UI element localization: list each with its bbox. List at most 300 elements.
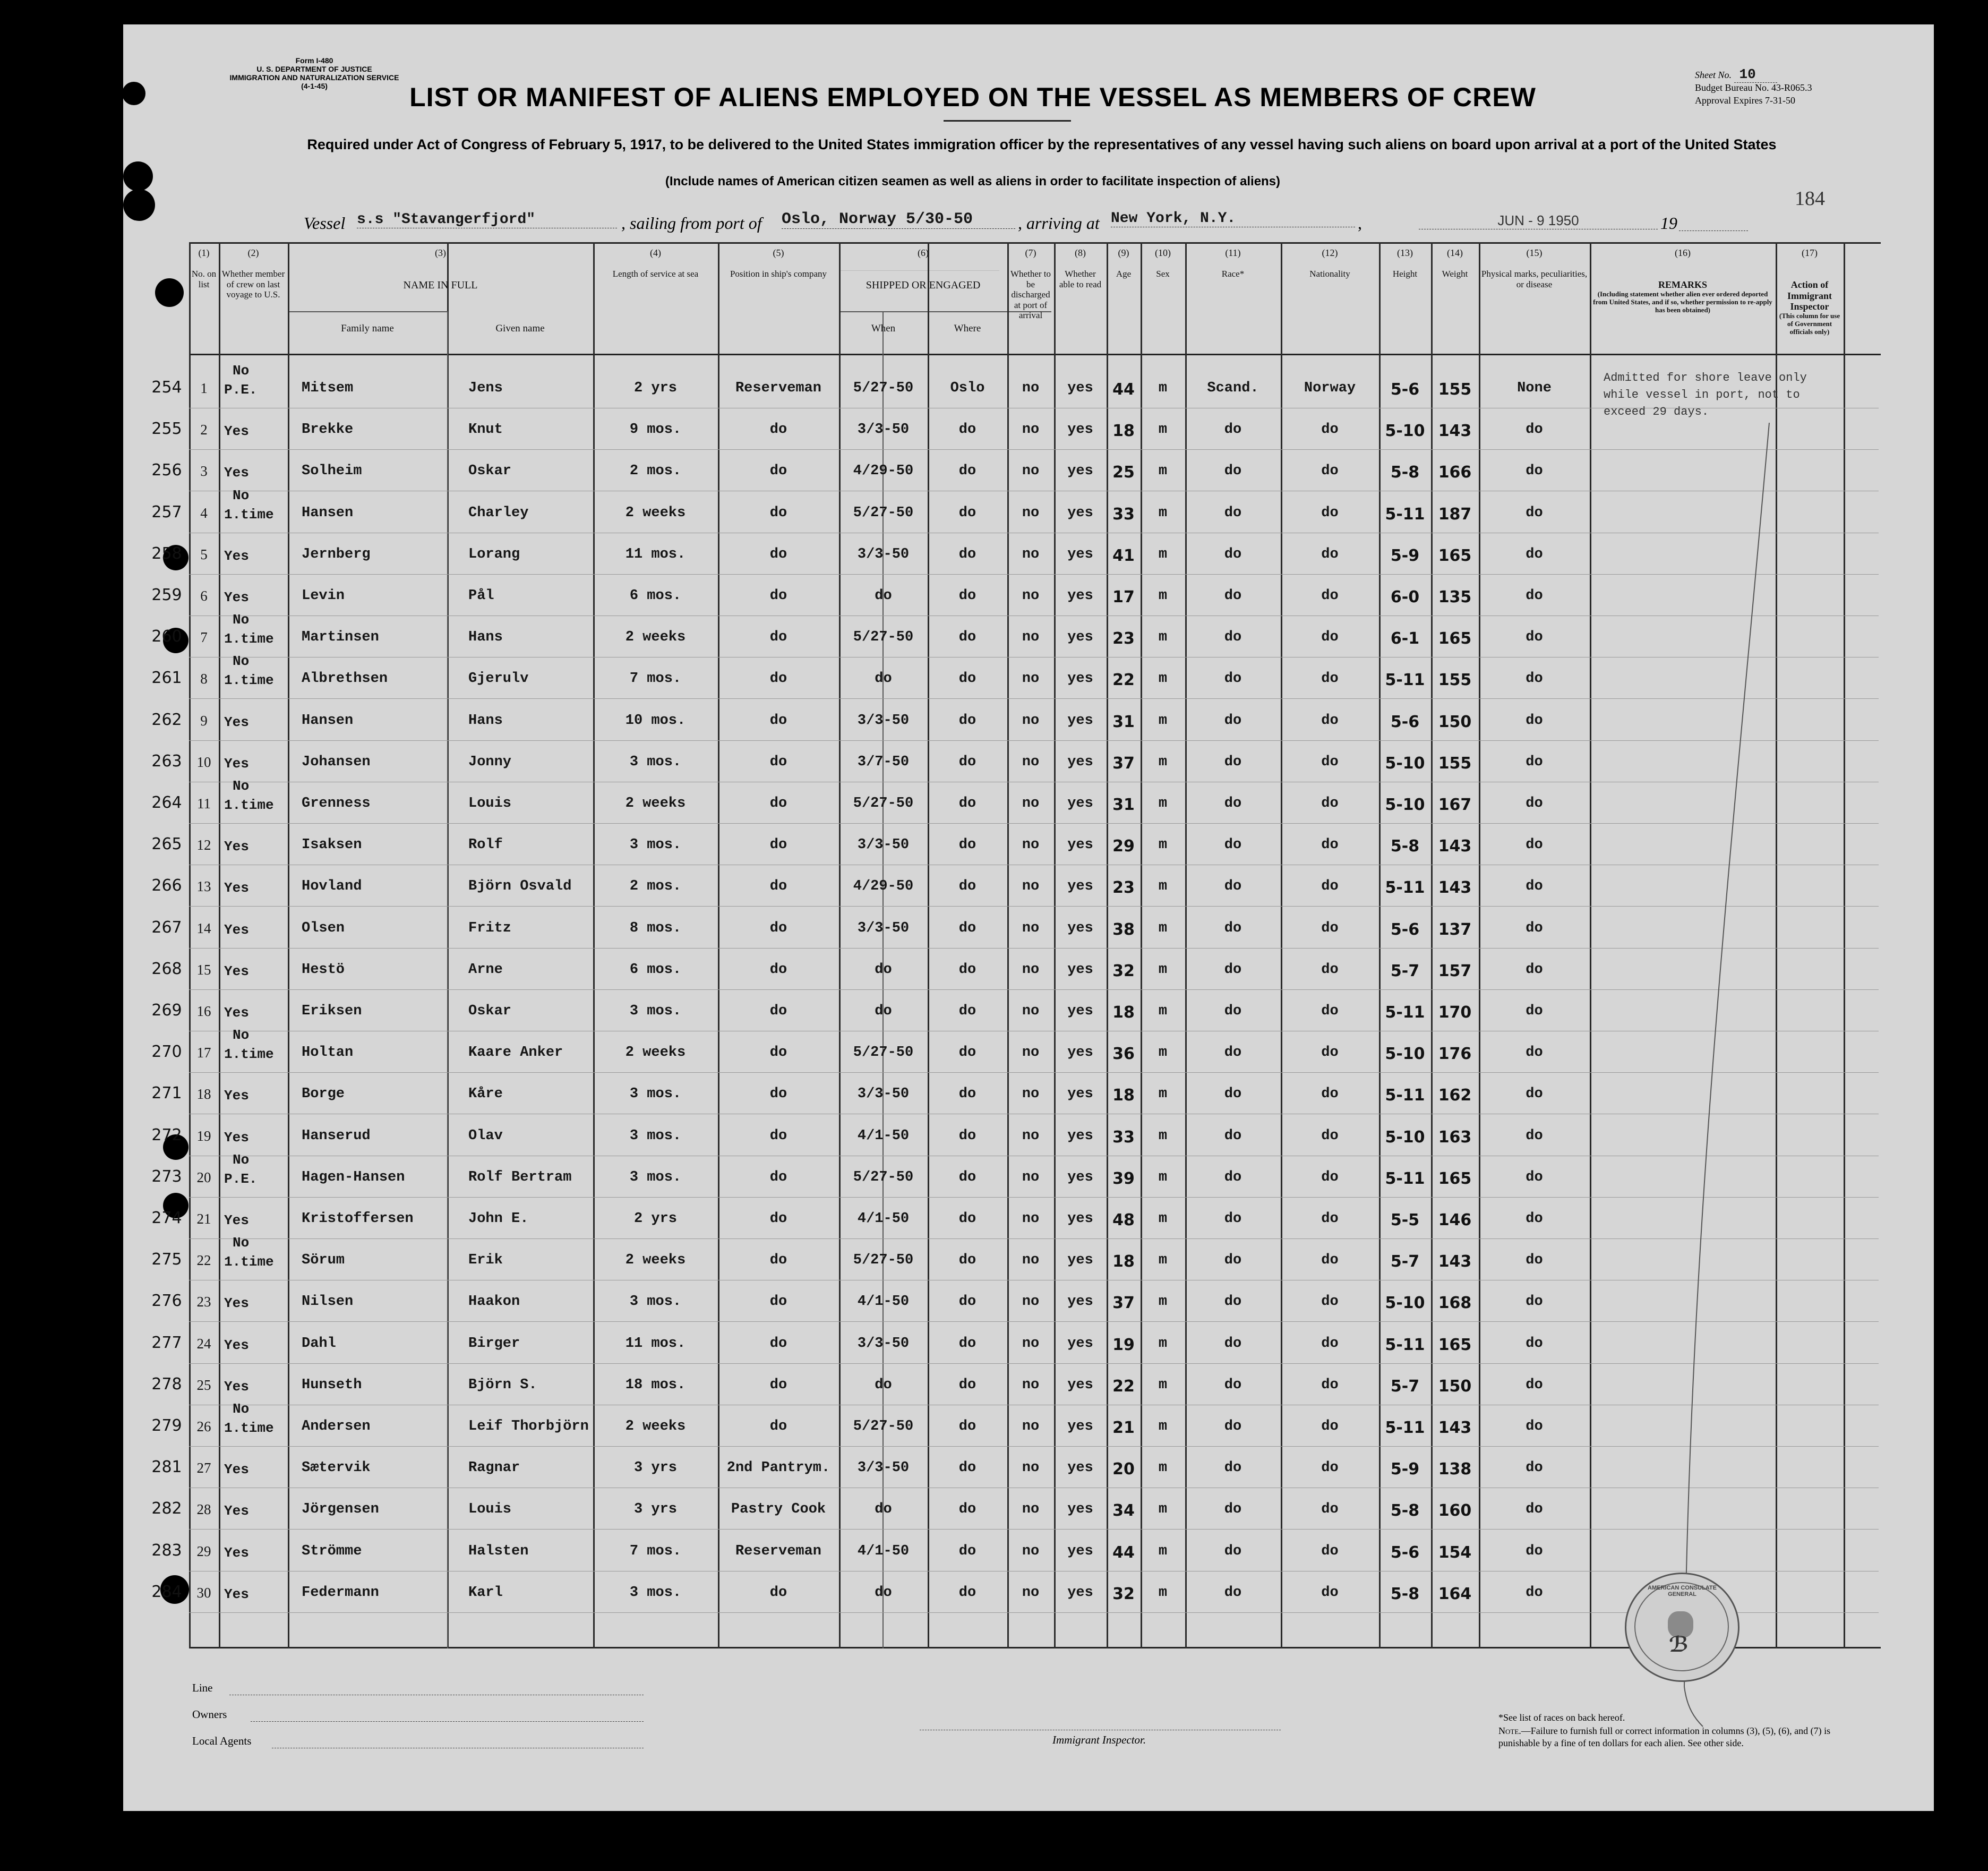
position-cell: do xyxy=(769,754,787,770)
race-cell: do xyxy=(1224,1169,1242,1185)
sex-cell: m xyxy=(1158,1377,1168,1393)
marks-cell: do xyxy=(1526,1584,1543,1601)
service-cell: 18 mos. xyxy=(625,1377,686,1393)
age-cell: 22 xyxy=(1112,671,1135,690)
height-cell: 5-9 xyxy=(1390,546,1420,565)
previous-voyage-text: 1.time xyxy=(224,1420,274,1436)
weight-cell: 165 xyxy=(1438,1335,1472,1354)
discharged-cell: no xyxy=(1022,1501,1040,1518)
column-number: (11) xyxy=(1225,247,1241,258)
remarks-line: while vessel in port, not to xyxy=(1604,388,1800,401)
service-cell: 2 yrs xyxy=(633,380,677,396)
arrival-date-stamp: JUN - 9 1950 xyxy=(1419,212,1658,229)
remarks-bracket-line xyxy=(1610,423,1780,1750)
margin-sheet-number: 284 xyxy=(151,1582,182,1601)
marks-cell: do xyxy=(1526,878,1543,895)
family-cell: Hunseth xyxy=(302,1377,362,1393)
weight-cell: 143 xyxy=(1438,837,1472,856)
height-cell: 5-7 xyxy=(1390,961,1420,980)
previous-voyage-text: 1.time xyxy=(224,797,274,813)
position-cell: do xyxy=(769,1252,787,1269)
column-header: Height xyxy=(1392,269,1418,279)
where-cell: do xyxy=(958,1460,976,1476)
position-cell: do xyxy=(769,1086,787,1103)
age-cell: 48 xyxy=(1112,1211,1135,1229)
when-cell: do xyxy=(875,1501,892,1518)
marks-cell: do xyxy=(1526,1501,1543,1518)
previous-voyage-text: Yes xyxy=(224,880,249,896)
age-cell: 37 xyxy=(1112,754,1135,773)
margin-sheet-number: 274 xyxy=(151,1209,182,1227)
weight-cell: 146 xyxy=(1438,1211,1472,1229)
when-cell: 5/27-50 xyxy=(853,796,914,811)
title-rule xyxy=(944,120,1071,122)
when-cell: 4/1-50 xyxy=(857,1127,910,1144)
when-cell: do xyxy=(875,588,892,604)
where-cell: do xyxy=(958,588,976,604)
column-header: Position in ship's company xyxy=(730,269,827,279)
column-header: SHIPPED OR ENGAGED xyxy=(866,279,981,291)
marks-cell: do xyxy=(1526,1127,1543,1144)
no-cell: 5 xyxy=(200,546,208,562)
family-cell: Martinsen xyxy=(302,629,379,646)
height-cell: 5-7 xyxy=(1390,1252,1420,1271)
footer-owners-label: Owners xyxy=(192,1708,227,1721)
previous-voyage-text: Yes xyxy=(224,1462,249,1478)
discharged-cell: no xyxy=(1022,671,1040,687)
sex-cell: m xyxy=(1158,1501,1168,1518)
family-cell: Jernberg xyxy=(302,546,371,562)
given-cell: Leif Thorbjörn xyxy=(468,1419,589,1434)
read-cell: yes xyxy=(1067,754,1093,770)
service-cell: 2 weeks xyxy=(625,1045,686,1061)
race-cell: do xyxy=(1224,588,1242,604)
position-cell: do xyxy=(769,588,787,604)
previous-voyage-text: No xyxy=(233,612,250,628)
read-cell: yes xyxy=(1067,1169,1093,1185)
read-cell: yes xyxy=(1067,1335,1093,1352)
arrival-port: New York, N.Y. xyxy=(1111,210,1355,227)
race-cell: do xyxy=(1224,1086,1242,1103)
position-cell: do xyxy=(769,629,787,646)
discharged-cell: no xyxy=(1022,1294,1040,1310)
margin-sheet-number: 256 xyxy=(151,461,182,480)
family-cell: Grenness xyxy=(302,796,371,811)
age-cell: 31 xyxy=(1112,796,1135,814)
read-cell: yes xyxy=(1067,1086,1093,1103)
no-cell: 25 xyxy=(196,1377,211,1393)
when-cell: 3/3-50 xyxy=(857,1460,910,1476)
previous-voyage-cell xyxy=(219,463,293,482)
where-cell: do xyxy=(958,1543,976,1559)
family-cell: Jörgensen xyxy=(302,1501,379,1518)
nationality-cell: do xyxy=(1321,1584,1339,1601)
given-cell: Olav xyxy=(468,1127,503,1144)
height-cell: 5-11 xyxy=(1385,505,1425,524)
previous-voyage-text: Yes xyxy=(224,1503,249,1519)
year-label: 19 xyxy=(1660,213,1677,233)
given-cell: Halsten xyxy=(468,1543,529,1559)
discharged-cell: no xyxy=(1022,796,1040,811)
margin-sheet-number: 276 xyxy=(151,1292,182,1311)
family-cell: Johansen xyxy=(302,754,371,770)
given-cell: Jonny xyxy=(468,754,512,770)
read-cell: yes xyxy=(1067,920,1093,936)
where-cell: do xyxy=(958,961,976,978)
age-cell: 25 xyxy=(1112,463,1135,482)
no-cell: 19 xyxy=(196,1127,211,1144)
discharged-cell: no xyxy=(1022,1377,1040,1393)
weight-cell: 167 xyxy=(1438,796,1472,814)
position-cell: do xyxy=(769,1211,787,1227)
weight-cell: 165 xyxy=(1438,629,1472,648)
race-footnote: *See list of races on back hereof. xyxy=(1498,1712,1625,1723)
discharged-cell: no xyxy=(1022,1419,1040,1434)
service-cell: 3 mos. xyxy=(629,1003,682,1019)
page-title: LIST OR MANIFEST OF ALIENS EMPLOYED ON THE VESSEL AS MEMBERS OF CREW xyxy=(409,82,1536,112)
column-number: (1) xyxy=(198,247,210,258)
marks-cell: do xyxy=(1526,422,1543,438)
where-cell: do xyxy=(958,1335,976,1352)
sex-cell: m xyxy=(1158,1294,1168,1310)
height-cell: 5-8 xyxy=(1390,837,1420,856)
height-cell: 5-10 xyxy=(1385,1127,1425,1147)
previous-voyage-cell xyxy=(219,776,293,815)
previous-voyage-cell xyxy=(219,588,293,607)
marks-cell: do xyxy=(1526,1252,1543,1269)
when-cell: 5/27-50 xyxy=(853,1419,914,1434)
margin-sheet-number: 268 xyxy=(151,959,182,978)
height-cell: 5-11 xyxy=(1385,1335,1425,1354)
sex-cell: m xyxy=(1158,754,1168,770)
when-cell: 4/1-50 xyxy=(857,1294,910,1310)
marks-cell: do xyxy=(1526,961,1543,978)
read-cell: yes xyxy=(1067,380,1093,396)
discharged-cell: no xyxy=(1022,588,1040,604)
service-cell: 2 weeks xyxy=(625,629,686,646)
nationality-cell: do xyxy=(1321,1169,1339,1185)
read-cell: yes xyxy=(1067,1211,1093,1227)
margin-sheet-number: 278 xyxy=(151,1374,182,1394)
given-cell: Charley xyxy=(468,505,529,521)
when-cell: 4/1-50 xyxy=(857,1211,910,1227)
discharged-cell: no xyxy=(1022,1460,1040,1476)
no-cell: 26 xyxy=(196,1419,211,1434)
age-cell: 20 xyxy=(1112,1460,1135,1479)
position-cell: do xyxy=(769,1127,787,1144)
column-divider xyxy=(1431,242,1433,1648)
age-cell: 32 xyxy=(1112,1584,1135,1603)
sex-cell: m xyxy=(1158,1086,1168,1103)
previous-voyage-text: 1.time xyxy=(224,631,274,647)
previous-voyage-text: Yes xyxy=(224,1544,249,1561)
column-number: (7) xyxy=(1025,247,1036,258)
marks-cell: do xyxy=(1526,712,1543,729)
given-cell: Rolf Bertram xyxy=(468,1169,572,1185)
race-cell: do xyxy=(1224,1252,1242,1269)
height-cell: 5-11 xyxy=(1385,1003,1425,1022)
family-cell: Holtan xyxy=(302,1045,354,1061)
when-cell: 5/27-50 xyxy=(853,1169,914,1185)
service-cell: 8 mos. xyxy=(629,920,682,936)
previous-voyage-text: No xyxy=(233,1401,250,1417)
given-cell: Arne xyxy=(468,961,503,978)
service-cell: 3 mos. xyxy=(629,1584,682,1601)
no-cell: 22 xyxy=(196,1252,211,1269)
when-cell: do xyxy=(875,1584,892,1601)
age-cell: 37 xyxy=(1112,1294,1135,1313)
column-header: NAME IN FULL xyxy=(403,279,478,291)
weight-cell: 168 xyxy=(1438,1294,1472,1313)
where-cell: do xyxy=(958,1501,976,1518)
given-cell: Louis xyxy=(468,1501,512,1518)
column-divider xyxy=(1185,242,1187,1648)
discharged-cell: no xyxy=(1022,505,1040,521)
previous-voyage-text: No xyxy=(233,778,250,794)
previous-voyage-text: P.E. xyxy=(224,382,258,398)
height-cell: 5-10 xyxy=(1385,422,1425,441)
column-divider xyxy=(718,242,719,1648)
sex-cell: m xyxy=(1158,1003,1168,1019)
previous-voyage-cell xyxy=(219,878,293,898)
previous-voyage-cell xyxy=(219,1233,293,1271)
given-cell: Fritz xyxy=(468,920,512,936)
weight-cell: 176 xyxy=(1438,1045,1472,1064)
read-cell: yes xyxy=(1067,1584,1093,1601)
marks-cell: do xyxy=(1526,1419,1543,1434)
height-cell: 5-9 xyxy=(1390,1460,1420,1479)
age-cell: 18 xyxy=(1112,1252,1135,1271)
marks-cell: do xyxy=(1526,1211,1543,1227)
discharged-cell: no xyxy=(1022,920,1040,936)
column-header-title: Action of Immigrant Inspector xyxy=(1787,279,1832,312)
column-header: Nationality xyxy=(1309,269,1350,279)
column-header xyxy=(1592,279,1773,314)
column-divider xyxy=(1107,242,1108,1648)
read-cell: yes xyxy=(1067,671,1093,687)
family-cell: Dahl xyxy=(302,1335,336,1352)
column-divider xyxy=(1141,242,1142,1648)
nationality-cell: Norway xyxy=(1304,380,1356,396)
nationality-cell: do xyxy=(1321,1543,1339,1559)
previous-voyage-cell xyxy=(219,1460,293,1479)
margin-sheet-number: 282 xyxy=(151,1499,182,1518)
sailing-label: , sailing from port of xyxy=(621,213,762,233)
race-cell: do xyxy=(1224,1003,1242,1019)
race-cell: do xyxy=(1224,629,1242,646)
nationality-cell: do xyxy=(1321,754,1339,770)
given-cell: Ragnar xyxy=(468,1460,520,1476)
column-number: (14) xyxy=(1447,247,1463,258)
margin-sheet-number: 283 xyxy=(151,1541,182,1560)
service-cell: 6 mos. xyxy=(629,961,682,978)
weight-cell: 150 xyxy=(1438,712,1472,731)
discharged-cell: no xyxy=(1022,422,1040,438)
previous-voyage-text: Yes xyxy=(224,423,249,440)
position-cell: do xyxy=(769,878,787,895)
marks-cell: do xyxy=(1526,1003,1543,1019)
where-cell: do xyxy=(958,671,976,687)
seal-text: AMERICAN CONSULATE GENERAL xyxy=(1648,1585,1717,1597)
position-cell: do xyxy=(769,1419,787,1434)
nationality-cell: do xyxy=(1321,588,1339,604)
sheet-info-block xyxy=(1695,68,1918,107)
race-cell: do xyxy=(1224,671,1242,687)
service-cell: 7 mos. xyxy=(629,671,682,687)
previous-voyage-cell xyxy=(219,1150,293,1189)
discharged-cell: no xyxy=(1022,1086,1040,1103)
inspector-signature-label: Immigrant Inspector. xyxy=(1052,1733,1146,1746)
where-cell: do xyxy=(958,1003,976,1019)
vessel-label: Vessel xyxy=(304,213,346,233)
column-number: (10) xyxy=(1155,247,1171,258)
column-number: (2) xyxy=(247,247,259,258)
previous-voyage-text: 1.time xyxy=(224,1254,274,1270)
given-cell: Kåre xyxy=(468,1086,503,1103)
previous-voyage-text: Yes xyxy=(224,1088,249,1104)
sex-cell: m xyxy=(1158,1169,1168,1185)
where-cell: do xyxy=(958,1419,976,1434)
sex-cell: m xyxy=(1158,422,1168,438)
age-cell: 18 xyxy=(1112,422,1135,441)
given-cell: Erik xyxy=(468,1252,503,1269)
position-cell: do xyxy=(769,1169,787,1185)
when-cell: 5/27-50 xyxy=(853,380,914,396)
family-cell: Nilsen xyxy=(302,1294,354,1310)
remarks-line: Admitted for shore leave only xyxy=(1604,371,1807,385)
read-cell: yes xyxy=(1067,1543,1093,1559)
when-cell: 3/3-50 xyxy=(857,1335,910,1352)
sheet-number: 10 xyxy=(1734,66,1777,83)
previous-voyage-text: No xyxy=(233,363,250,379)
service-cell: 2 mos. xyxy=(629,878,682,895)
discharged-cell: no xyxy=(1022,1252,1040,1269)
nationality-cell: do xyxy=(1321,1460,1339,1476)
family-cell: Federmann xyxy=(302,1584,379,1601)
margin-sheet-number: 275 xyxy=(151,1250,182,1269)
no-cell: 30 xyxy=(196,1584,211,1601)
column-divider xyxy=(1379,242,1381,1648)
margin-sheet-number: 267 xyxy=(151,918,182,937)
given-cell: Björn Osvald xyxy=(468,878,572,895)
previous-voyage-text: P.E. xyxy=(224,1171,258,1187)
column-header-note: (This column for use of Government officials only) xyxy=(1779,312,1840,336)
sex-cell: m xyxy=(1158,1460,1168,1476)
sex-cell: m xyxy=(1158,1045,1168,1061)
given-cell: Karl xyxy=(468,1584,503,1601)
previous-voyage-cell xyxy=(219,1501,293,1520)
service-cell: 11 mos. xyxy=(625,546,686,562)
race-cell: do xyxy=(1224,1294,1242,1310)
sheet-label: Sheet No. xyxy=(1695,70,1732,80)
service-cell: 9 mos. xyxy=(629,422,682,438)
race-cell: do xyxy=(1224,422,1242,438)
marks-cell: do xyxy=(1526,505,1543,521)
service-cell: 2 weeks xyxy=(625,796,686,811)
weight-cell: 155 xyxy=(1438,754,1472,773)
consulate-seal-stamp xyxy=(1625,1573,1740,1682)
sex-cell: m xyxy=(1158,505,1168,521)
previous-voyage-text: No xyxy=(233,1235,250,1251)
previous-voyage-cell xyxy=(219,1399,293,1438)
no-cell: 28 xyxy=(196,1501,211,1518)
sex-cell: m xyxy=(1158,878,1168,895)
sex-cell: m xyxy=(1158,1584,1168,1601)
column-header: Whether to be discharged at port of arrival xyxy=(1010,269,1051,321)
no-cell: 16 xyxy=(196,1003,211,1019)
margin-sheet-number: 281 xyxy=(151,1458,182,1477)
column-number: (12) xyxy=(1322,247,1338,258)
family-cell: Hansen xyxy=(302,505,354,521)
discharged-cell: no xyxy=(1022,463,1040,480)
margin-sheet-number: 259 xyxy=(151,586,182,604)
previous-voyage-cell xyxy=(219,610,293,648)
race-cell: do xyxy=(1224,463,1242,480)
marks-cell: None xyxy=(1517,380,1552,396)
arriving-label: , arriving at xyxy=(1018,213,1100,233)
department: U. S. DEPARTMENT OF JUSTICE xyxy=(256,65,372,73)
column-header: Whether able to read xyxy=(1059,269,1102,289)
nationality-cell: do xyxy=(1321,837,1339,853)
page-subtitle: Required under Act of Congress of February 5, 1917, to be delivered to the United States immigration officer by the representatives of any vessel having such aliens on board upon arrival at a port of the United States xyxy=(307,136,1777,152)
sex-cell: m xyxy=(1158,546,1168,562)
service-cell: 3 mos. xyxy=(629,837,682,853)
where-cell: do xyxy=(958,629,976,646)
service-cell: 3 mos. xyxy=(629,754,682,770)
column-subheader: Given name xyxy=(495,323,545,334)
when-cell: 4/29-50 xyxy=(853,463,914,480)
sex-cell: m xyxy=(1158,629,1168,646)
read-cell: yes xyxy=(1067,422,1093,438)
column-number: (3) xyxy=(435,247,446,258)
race-cell: do xyxy=(1224,1543,1242,1559)
where-cell: do xyxy=(958,1086,976,1103)
nationality-cell: do xyxy=(1321,961,1339,978)
discharged-cell: no xyxy=(1022,1045,1040,1061)
position-cell: do xyxy=(769,1045,787,1061)
no-cell: 23 xyxy=(196,1294,211,1310)
age-cell: 31 xyxy=(1112,712,1135,731)
when-cell: 4/1-50 xyxy=(857,1543,910,1559)
column-divider xyxy=(1479,242,1480,1648)
approval-expiry: Approval Expires 7-31-50 xyxy=(1695,95,1795,106)
race-cell: do xyxy=(1224,505,1242,521)
column-header: Whether member of crew on last voyage to U.S. xyxy=(221,269,285,300)
discharged-cell: no xyxy=(1022,1543,1040,1559)
age-cell: 29 xyxy=(1112,837,1135,856)
margin-sheet-number: 265 xyxy=(151,835,182,854)
previous-voyage-text: No xyxy=(233,1151,250,1168)
given-cell: Knut xyxy=(468,422,503,438)
previous-voyage-text: No xyxy=(233,1027,250,1044)
position-cell: do xyxy=(769,1335,787,1352)
where-cell: do xyxy=(958,546,976,562)
family-cell: Strömme xyxy=(302,1543,362,1559)
position-cell: do xyxy=(769,1584,787,1601)
remarks-note xyxy=(1604,370,1807,421)
vessel-line: Vessel s.s "Stavangerfjord" , sailing from port of Oslo, Norway 5/30-50 , arriving at New York, N.Y. , JUN - 9 1950 19 xyxy=(304,209,1897,236)
column-number: (8) xyxy=(1075,247,1086,258)
height-cell: 5-11 xyxy=(1385,1419,1425,1437)
family-cell: Hanserud xyxy=(302,1127,371,1144)
weight-cell: 166 xyxy=(1438,463,1472,482)
given-cell: Kaare Anker xyxy=(468,1045,563,1061)
when-cell: 3/3-50 xyxy=(857,1086,910,1103)
nationality-cell: do xyxy=(1321,796,1339,811)
where-cell: do xyxy=(958,1045,976,1061)
weight-cell: 157 xyxy=(1438,961,1472,980)
previous-voyage-cell xyxy=(219,1003,293,1022)
